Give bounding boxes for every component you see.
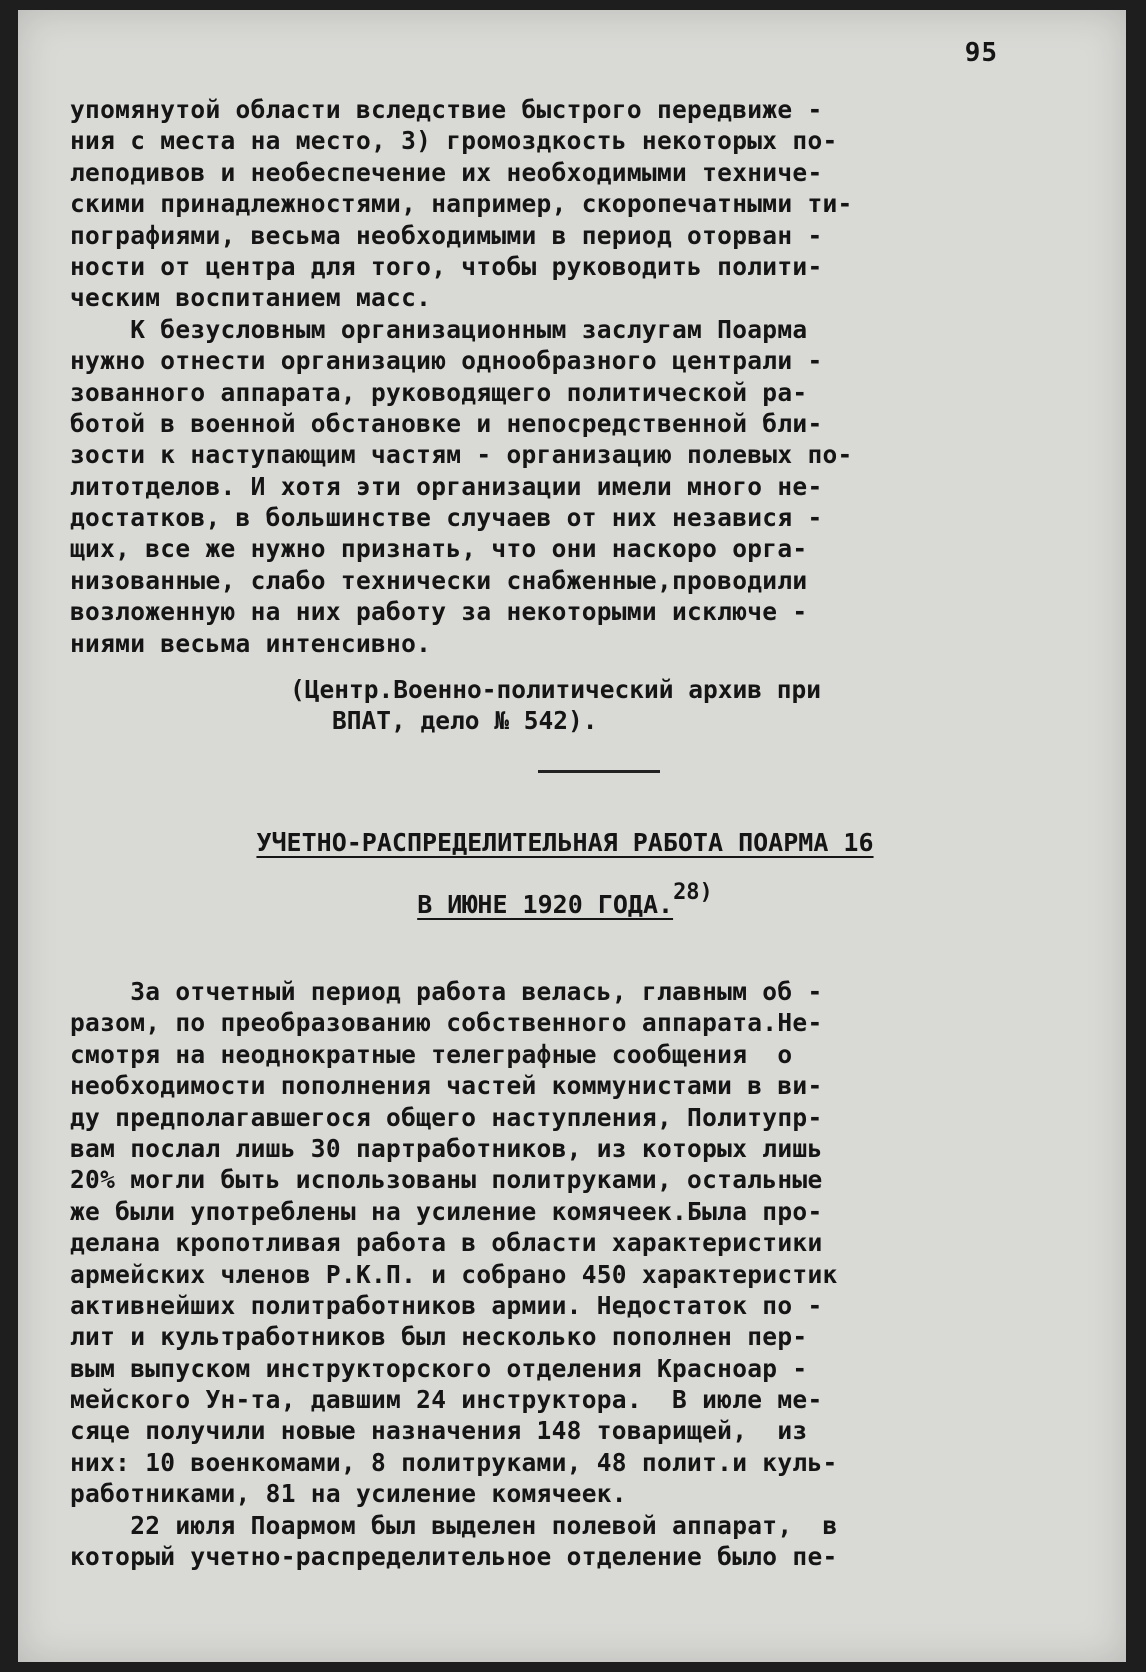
text-line: За отчетный период работа велась, главным об - bbox=[70, 977, 823, 1006]
document-page bbox=[18, 10, 1126, 1662]
text-line: нужно отнести организацию однообразного централи - bbox=[70, 346, 823, 376]
text-line: ду предполагавшегося общего наступления, Политупр- bbox=[70, 1102, 823, 1132]
text-line: лит и культработников был несколько пополнен пер- bbox=[70, 1322, 808, 1352]
text-line: ботой в военной обстановке и непосредственной бли- bbox=[70, 408, 823, 438]
heading-line: В ИЮНЕ 1920 ГОДА. bbox=[417, 890, 674, 919]
text-line: ниями весьма интенсивно. bbox=[70, 628, 432, 658]
heading-line: УЧЕТНО-РАСПРЕДЕЛИТЕЛЬНАЯ РАБОТА ПОАРМА 16 bbox=[256, 828, 874, 857]
text-line: делана кропотливая работа в области характеристики bbox=[70, 1228, 823, 1258]
source-line: (Центр.Военно-политический архив при bbox=[290, 675, 822, 704]
text-line: достатков, в большинстве случаев от них независя - bbox=[70, 503, 823, 533]
text-line: же были употреблены на усиление комячеек.Была про- bbox=[70, 1196, 823, 1226]
text-block-bottom bbox=[70, 976, 1060, 1572]
section-heading bbox=[70, 828, 1060, 857]
text-line: необходимости пополнения частей коммунистами в ви- bbox=[70, 1071, 823, 1101]
text-line: литотделов. И хотя эти организации имели много не- bbox=[70, 471, 823, 501]
text-line: зости к наступающим частям - организацию полевых по- bbox=[70, 440, 853, 470]
text-line: сяце получили новые назначения 148 товарищей, из bbox=[70, 1416, 808, 1446]
text-line: зованного аппарата, руководящего политической ра- bbox=[70, 377, 808, 407]
source-line: ВПАТ, дело № 542). bbox=[332, 706, 598, 735]
text-line: низованные, слабо технически снабженные,проводили bbox=[70, 565, 808, 595]
page-number: 95 bbox=[964, 38, 998, 68]
text-line: пографиями, весьма необходимыми в период оторван - bbox=[70, 220, 823, 250]
text-line: армейских членов Р.К.П. и собрано 450 характеристик bbox=[70, 1259, 838, 1289]
text-line: ческим воспитанием масс. bbox=[70, 283, 432, 313]
text-line: ности от центра для того, чтобы руководить полити- bbox=[70, 251, 823, 281]
text-line: скими принадлежностями, например, скоропечатными ти- bbox=[70, 189, 853, 219]
text-block-top bbox=[70, 94, 1060, 659]
text-line: ния с места на место, 3) громоздкость некоторых по- bbox=[70, 126, 838, 156]
text-line: них: 10 военкомами, 8 политруками, 48 полит.и куль- bbox=[70, 1447, 838, 1477]
text-line: возложенную на них работу за некоторыми исключе - bbox=[70, 597, 808, 627]
text-line: 20% могли быть использованы политруками, остальные bbox=[70, 1165, 823, 1195]
text-line: 22 июля Поармом был выделен полевой аппарат, в bbox=[70, 1510, 838, 1540]
footnote-ref: 28) bbox=[673, 880, 713, 905]
section-divider bbox=[538, 770, 660, 773]
source-citation bbox=[70, 674, 1060, 736]
text-line: леподивов и необеспечение их необходимыми техниче- bbox=[70, 157, 823, 187]
section-heading-date bbox=[70, 880, 1060, 919]
text-line: щих, все же нужно признать, что они наскоро орга- bbox=[70, 534, 808, 564]
text-line: вым выпуском инструкторского отделения Краснoар - bbox=[70, 1353, 808, 1383]
text-line: который учетно-распределительное отделение было пе- bbox=[70, 1542, 838, 1572]
text-line: работниками, 81 на усиление комячеек. bbox=[70, 1479, 627, 1509]
text-line: К безусловным организационным заслугам Поарма bbox=[70, 314, 808, 344]
text-line: мейского Ун-та, давшим 24 инструктора. В июле ме- bbox=[70, 1385, 823, 1415]
text-line: разом, по преобразованию собственного аппарата.Не- bbox=[70, 1008, 823, 1038]
text-line: вам послал лишь 30 партработников, из которых лишь bbox=[70, 1133, 823, 1163]
text-line: активнейших политработников армии. Недостаток по - bbox=[70, 1290, 823, 1320]
text-line: смотря на неоднократные телеграфные сообщения о bbox=[70, 1039, 793, 1069]
text-line: упомянутой области вследствие быстрого передвиже - bbox=[70, 95, 823, 124]
